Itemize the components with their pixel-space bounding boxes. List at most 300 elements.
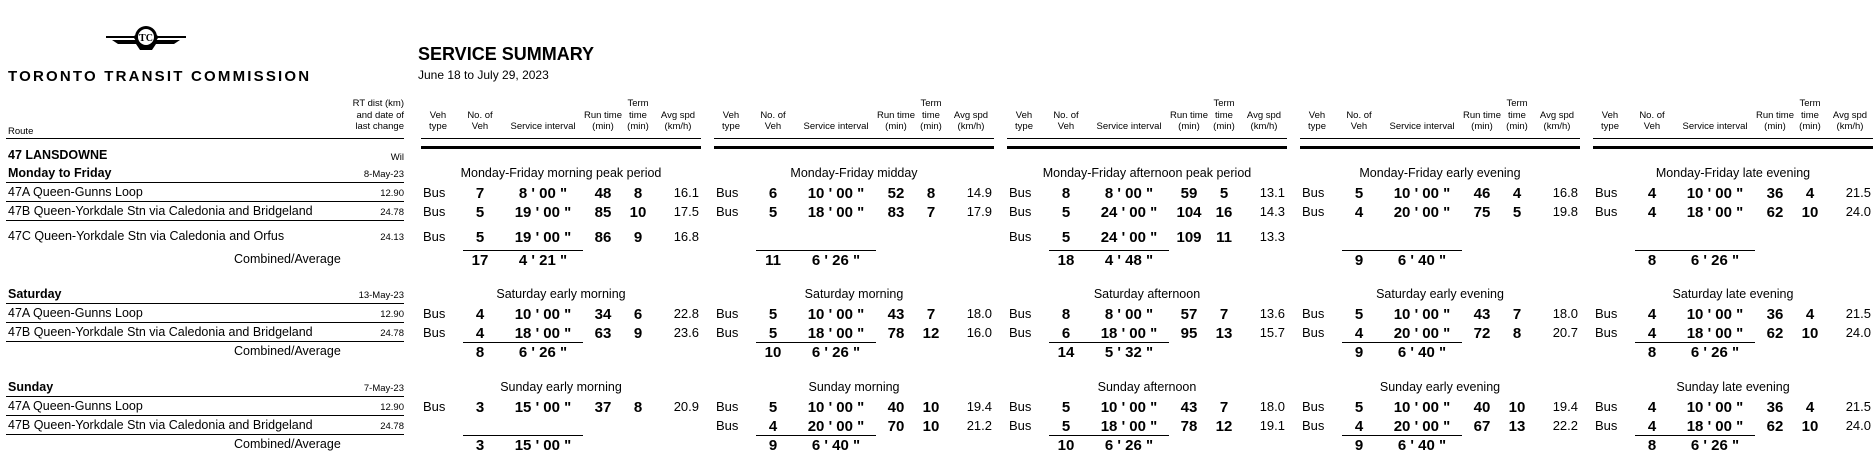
col-header-term: Term time (min) [920,98,942,132]
term-time: 13 [1508,418,1526,435]
no-veh: 4 [1354,204,1364,221]
avg-speed: 19.4 [1552,399,1578,414]
no-veh: 5 [1354,399,1364,416]
term-time: 10 [922,418,940,435]
veh-type: Bus [1302,399,1325,414]
no-veh: 5 [768,306,778,323]
veh-type: Bus [1009,399,1032,414]
service-interval: 20 ' 00 " [1393,204,1451,221]
avg-speed: 13.3 [1259,229,1285,244]
no-veh: 4 [1647,418,1657,435]
header-rule [1007,138,1287,139]
combined-label: Combined/Average [234,252,341,266]
avg-speed: 23.6 [673,325,699,340]
col-header-term: Term time (min) [1799,98,1821,132]
service-interval: 18 ' 00 " [1686,204,1744,221]
no-veh: 8 [1061,185,1071,202]
combined-rule [756,435,876,436]
avg-speed: 19.4 [966,399,992,414]
period-label: Monday-Friday late evening [1655,166,1811,180]
veh-type: Bus [423,306,446,321]
route-rule [1007,146,1287,149]
col-header-term: Term time (min) [1506,98,1528,132]
run-time: 34 [594,306,612,323]
no-veh: 4 [1647,204,1657,221]
term-time: 8 [1512,325,1522,342]
avg-speed: 19.1 [1259,418,1285,433]
col-header-veh: Veh type [1015,109,1033,132]
veh-type: Bus [1595,399,1618,414]
run-time: 48 [594,185,612,202]
veh-type: Bus [1009,204,1032,219]
combined-rule [463,250,583,251]
run-time: 46 [1473,185,1491,202]
combined-interval: 6 ' 26 " [811,344,861,361]
col-header-run: Run time (min) [1169,109,1208,132]
service-interval: 10 ' 00 " [1686,185,1744,202]
section-date: 13-May-23 [358,290,404,301]
section-title: Saturday [8,287,62,301]
col-header-si: Service interval [510,121,576,132]
combined-rule [1049,250,1169,251]
avg-speed: 21.5 [1845,399,1871,414]
run-time: 62 [1766,325,1784,342]
no-veh: 5 [1061,229,1071,246]
period-label: Sunday afternoon [1097,380,1197,394]
no-veh: 5 [768,399,778,416]
term-time: 4 [1805,185,1815,202]
col-header-veh: Veh type [1601,109,1619,132]
combined-interval: 6 ' 40 " [811,437,861,454]
run-time: 36 [1766,306,1784,323]
header-rule [1300,138,1580,139]
avg-speed: 20.9 [673,399,699,414]
avg-speed: 15.7 [1259,325,1285,340]
avg-speed: 16.0 [966,325,992,340]
run-time: 57 [1180,306,1198,323]
route-variant: 47A Queen-Gunns Loop [8,306,143,320]
term-time: 10 [629,204,647,221]
run-time: 83 [887,204,905,221]
run-time: 43 [887,306,905,323]
service-interval: 10 ' 00 " [1686,399,1744,416]
service-interval: 18 ' 00 " [1686,325,1744,342]
avg-speed: 17.9 [966,204,992,219]
no-veh: 5 [1061,399,1071,416]
no-veh: 5 [475,229,485,246]
combined-label: Combined/Average [234,437,341,451]
service-interval: 10 ' 00 " [807,185,865,202]
section-rule [6,303,404,304]
section-title: Monday to Friday [8,166,112,180]
header-rule [1593,138,1873,139]
route-dist: 12.90 [380,402,404,413]
no-veh: 5 [768,325,778,342]
period-label: Monday-Friday early evening [1359,166,1521,180]
run-time: 37 [594,399,612,416]
route-division: Wil [390,152,404,163]
service-interval: 19 ' 00 " [514,204,572,221]
term-time: 12 [922,325,940,342]
veh-type: Bus [1302,418,1325,433]
col-header-run: Run time (min) [876,109,915,132]
avg-speed: 18.0 [1259,399,1285,414]
term-time: 4 [1512,185,1522,202]
section-date: 8-May-23 [363,169,404,180]
run-time: 78 [1180,418,1198,435]
col-header-si: Service interval [1682,121,1748,132]
row-rule [6,341,404,342]
service-interval: 18 ' 00 " [1686,418,1744,435]
header-rule [421,138,701,139]
veh-type: Bus [1595,418,1618,433]
avg-speed: 16.8 [673,229,699,244]
section-rule [6,182,404,183]
route-dist: 12.90 [380,309,404,320]
combined-rule [1635,435,1755,436]
combined-rule [756,250,876,251]
no-veh: 4 [1647,306,1657,323]
route-dist: 12.90 [380,188,404,199]
run-time: 63 [594,325,612,342]
no-veh: 5 [475,204,485,221]
row-rule [6,415,404,416]
combined-rule [1635,342,1755,343]
run-time: 95 [1180,325,1198,342]
veh-type: Bus [1595,325,1618,340]
section-rule [6,396,404,397]
combined-rule [756,342,876,343]
service-interval: 19 ' 00 " [514,229,572,246]
no-veh: 6 [1061,325,1071,342]
veh-type: Bus [1595,306,1618,321]
veh-type: Bus [1595,204,1618,219]
no-veh: 5 [1061,204,1071,221]
run-time: 104 [1176,204,1202,221]
combined-veh: 8 [1647,344,1657,361]
term-time: 11 [1216,229,1232,246]
no-veh: 5 [768,204,778,221]
route-dist: 24.78 [380,207,404,218]
veh-type: Bus [716,418,739,433]
col-header-spd: Avg spd (km/h) [953,109,989,132]
col-header-run: Run time (min) [583,109,622,132]
avg-speed: 20.7 [1552,325,1578,340]
col-header-term: Term time (min) [627,98,649,132]
period-label: Sunday early evening [1379,380,1501,394]
col-header-spd: Avg spd (km/h) [660,109,696,132]
combined-veh: 9 [768,437,778,454]
term-time: 9 [633,229,643,246]
service-interval: 8 ' 00 " [518,185,568,202]
route-variant: 47B Queen-Yorkdale Stn via Caledonia and Bridgeland [8,325,313,339]
combined-interval: 4 ' 21 " [518,252,568,269]
col-header-spd: Avg spd (km/h) [1539,109,1575,132]
avg-speed: 18.0 [966,306,992,321]
run-time: 62 [1766,204,1784,221]
no-veh: 4 [1354,325,1364,342]
combined-veh: 8 [475,344,485,361]
period-label: Monday-Friday morning peak period [460,166,662,180]
col-header-spd: Avg spd (km/h) [1246,109,1282,132]
service-interval: 10 ' 00 " [1393,399,1451,416]
row-rule [6,220,404,221]
run-time: 40 [887,399,905,416]
combined-veh: 9 [1354,252,1364,269]
combined-rule [463,435,583,436]
col-header-run: Run time (min) [1755,109,1794,132]
col-header-run: Run time (min) [1462,109,1501,132]
avg-speed: 21.2 [966,418,992,433]
route-name: 47 LANSDOWNE [8,148,108,162]
service-interval: 24 ' 00 " [1100,204,1158,221]
service-interval: 20 ' 00 " [1393,325,1451,342]
combined-rule [1049,342,1169,343]
no-veh: 6 [768,185,778,202]
veh-type: Bus [423,229,446,244]
period-label: Sunday morning [808,380,900,394]
col-header-veh: Veh type [722,109,740,132]
route-rule [1300,146,1580,149]
page-title: SERVICE SUMMARY [418,44,595,64]
period-label: Saturday afternoon [1093,287,1201,301]
avg-speed: 19.8 [1552,204,1578,219]
term-time: 13 [1215,325,1233,342]
col-header-si: Service interval [803,121,869,132]
avg-speed: 14.3 [1259,204,1285,219]
veh-type: Bus [1009,306,1032,321]
service-interval: 10 ' 00 " [1393,185,1451,202]
veh-type: Bus [1009,185,1032,200]
col-header-no: No. of Veh [1639,109,1665,132]
veh-type: Bus [423,185,446,200]
term-time: 7 [926,306,936,323]
route-dist: 24.78 [380,328,404,339]
term-time: 12 [1215,418,1233,435]
combined-rule [1342,250,1462,251]
term-time: 10 [1801,325,1819,342]
no-veh: 5 [1354,185,1364,202]
term-time: 8 [633,185,643,202]
avg-speed: 13.1 [1259,185,1285,200]
col-header-veh: Veh type [1308,109,1326,132]
no-veh: 4 [475,306,485,323]
combined-interval: 6 ' 40 " [1397,252,1447,269]
combined-veh: 8 [1647,437,1657,454]
term-time: 7 [1512,306,1522,323]
period-label: Sunday late evening [1676,380,1790,394]
veh-type: Bus [716,306,739,321]
no-veh: 4 [1647,399,1657,416]
route-rule [421,146,701,149]
service-interval: 10 ' 00 " [514,306,572,323]
combined-interval: 6 ' 26 " [518,344,568,361]
term-time: 16 [1215,204,1233,221]
term-time: 9 [633,325,643,342]
term-time: 7 [926,204,936,221]
service-interval: 10 ' 00 " [1393,306,1451,323]
combined-interval: 6 ' 40 " [1397,437,1447,454]
service-interval: 18 ' 00 " [807,204,865,221]
veh-type: Bus [1302,204,1325,219]
combined-veh: 10 [764,344,782,361]
period-label: Saturday morning [804,287,904,301]
col-header-no: No. of Veh [760,109,786,132]
combined-veh: 9 [1354,344,1364,361]
route-column-header: Route [8,126,34,137]
avg-speed: 17.5 [673,204,699,219]
avg-speed: 22.8 [673,306,699,321]
combined-interval: 6 ' 26 " [1690,437,1740,454]
route-rule [714,146,994,149]
term-time: 10 [1801,418,1819,435]
avg-speed: 14.9 [966,185,992,200]
term-time: 5 [1512,204,1522,221]
header-rule [6,138,404,139]
combined-rule [1342,435,1462,436]
col-header-si: Service interval [1096,121,1162,132]
term-time: 10 [922,399,940,416]
service-interval: 18 ' 00 " [1100,325,1158,342]
combined-interval: 6 ' 26 " [1104,437,1154,454]
combined-interval: 6 ' 26 " [1690,252,1740,269]
run-time: 43 [1180,399,1198,416]
veh-type: Bus [423,325,446,340]
combined-rule [1635,250,1755,251]
no-veh: 4 [1647,185,1657,202]
veh-type: Bus [716,185,739,200]
service-interval: 8 ' 00 " [1104,306,1154,323]
avg-speed: 18.0 [1552,306,1578,321]
run-time: 86 [594,229,612,246]
combined-veh: 18 [1057,252,1075,269]
veh-type: Bus [716,399,739,414]
col-header-no: No. of Veh [467,109,493,132]
header-rule [714,138,994,139]
term-time: 8 [633,399,643,416]
combined-label: Combined/Average [234,344,341,358]
run-time: 85 [594,204,612,221]
veh-type: Bus [1009,418,1032,433]
veh-type: Bus [716,204,739,219]
run-time: 78 [887,325,905,342]
term-time: 8 [926,185,936,202]
combined-interval: 5 ' 32 " [1104,344,1154,361]
route-dist: 24.78 [380,421,404,432]
route-variant: 47B Queen-Yorkdale Stn via Caledonia and Bridgeland [8,204,313,218]
run-time: 52 [887,185,905,202]
col-header-veh: Veh type [429,109,447,132]
term-time: 6 [633,306,643,323]
date-range: June 18 to July 29, 2023 [418,68,549,82]
route-variant: 47B Queen-Yorkdale Stn via Caledonia and Bridgeland [8,418,313,432]
avg-speed: 13.6 [1259,306,1285,321]
no-veh: 8 [1061,306,1071,323]
avg-speed: 21.5 [1845,306,1871,321]
combined-rule [1049,435,1169,436]
combined-veh: 9 [1354,437,1364,454]
service-interval: 10 ' 00 " [807,306,865,323]
service-interval: 18 ' 00 " [807,325,865,342]
combined-interval: 4 ' 48 " [1104,252,1154,269]
row-rule [6,434,404,435]
veh-type: Bus [716,325,739,340]
rt-dist-header: RT dist (km) and date of last change [352,98,404,132]
no-veh: 4 [475,325,485,342]
route-variant: 47A Queen-Gunns Loop [8,399,143,413]
combined-veh: 3 [475,437,485,454]
col-header-si: Service interval [1389,121,1455,132]
route-rule [1593,146,1873,149]
svg-text:TC: TC [139,33,153,44]
col-header-no: No. of Veh [1346,109,1372,132]
route-variant: 47C Queen-Yorkdale Stn via Caledonia and Orfus [8,229,285,243]
combined-veh: 14 [1057,344,1075,361]
combined-veh: 8 [1647,252,1657,269]
period-label: Saturday early morning [496,287,626,301]
service-interval: 10 ' 00 " [1100,399,1158,416]
no-veh: 4 [1647,325,1657,342]
run-time: 43 [1473,306,1491,323]
no-veh: 5 [1061,418,1071,435]
col-header-spd: Avg spd (km/h) [1832,109,1868,132]
term-time: 4 [1805,399,1815,416]
run-time: 67 [1473,418,1491,435]
no-veh: 4 [768,418,778,435]
avg-speed: 21.5 [1845,185,1871,200]
combined-interval: 6 ' 26 " [811,252,861,269]
no-veh: 3 [475,399,485,416]
combined-veh: 10 [1057,437,1075,454]
term-time: 7 [1219,306,1229,323]
no-veh: 7 [475,185,485,202]
ttc-logo-icon [104,22,188,61]
run-time: 72 [1473,325,1491,342]
run-time: 70 [887,418,905,435]
avg-speed: 24.0 [1845,204,1871,219]
period-label: Monday-Friday afternoon peak period [1042,166,1252,180]
combined-interval: 15 ' 00 " [514,437,572,454]
period-label: Sunday early morning [500,380,622,394]
run-time: 36 [1766,399,1784,416]
veh-type: Bus [1302,306,1325,321]
run-time: 40 [1473,399,1491,416]
service-interval: 18 ' 00 " [514,325,572,342]
route-dist: 24.13 [380,232,404,243]
service-interval: 24 ' 00 " [1100,229,1158,246]
avg-speed: 16.8 [1552,185,1578,200]
service-interval: 20 ' 00 " [1393,418,1451,435]
period-label: Saturday late evening [1672,287,1794,301]
combined-veh: 11 [765,252,781,269]
combined-veh: 17 [471,252,489,269]
veh-type: Bus [423,204,446,219]
col-header-term: Term time (min) [1213,98,1235,132]
section-date: 7-May-23 [363,383,404,394]
route-variant: 47A Queen-Gunns Loop [8,185,143,199]
run-time: 109 [1176,229,1202,246]
veh-type: Bus [1302,185,1325,200]
service-interval: 18 ' 00 " [1100,418,1158,435]
period-label: Monday-Friday midday [790,166,918,180]
avg-speed: 16.1 [673,185,699,200]
term-time: 10 [1801,204,1819,221]
run-time: 62 [1766,418,1784,435]
combined-rule [1342,342,1462,343]
col-header-no: No. of Veh [1053,109,1079,132]
veh-type: Bus [1595,185,1618,200]
combined-interval: 6 ' 40 " [1397,344,1447,361]
